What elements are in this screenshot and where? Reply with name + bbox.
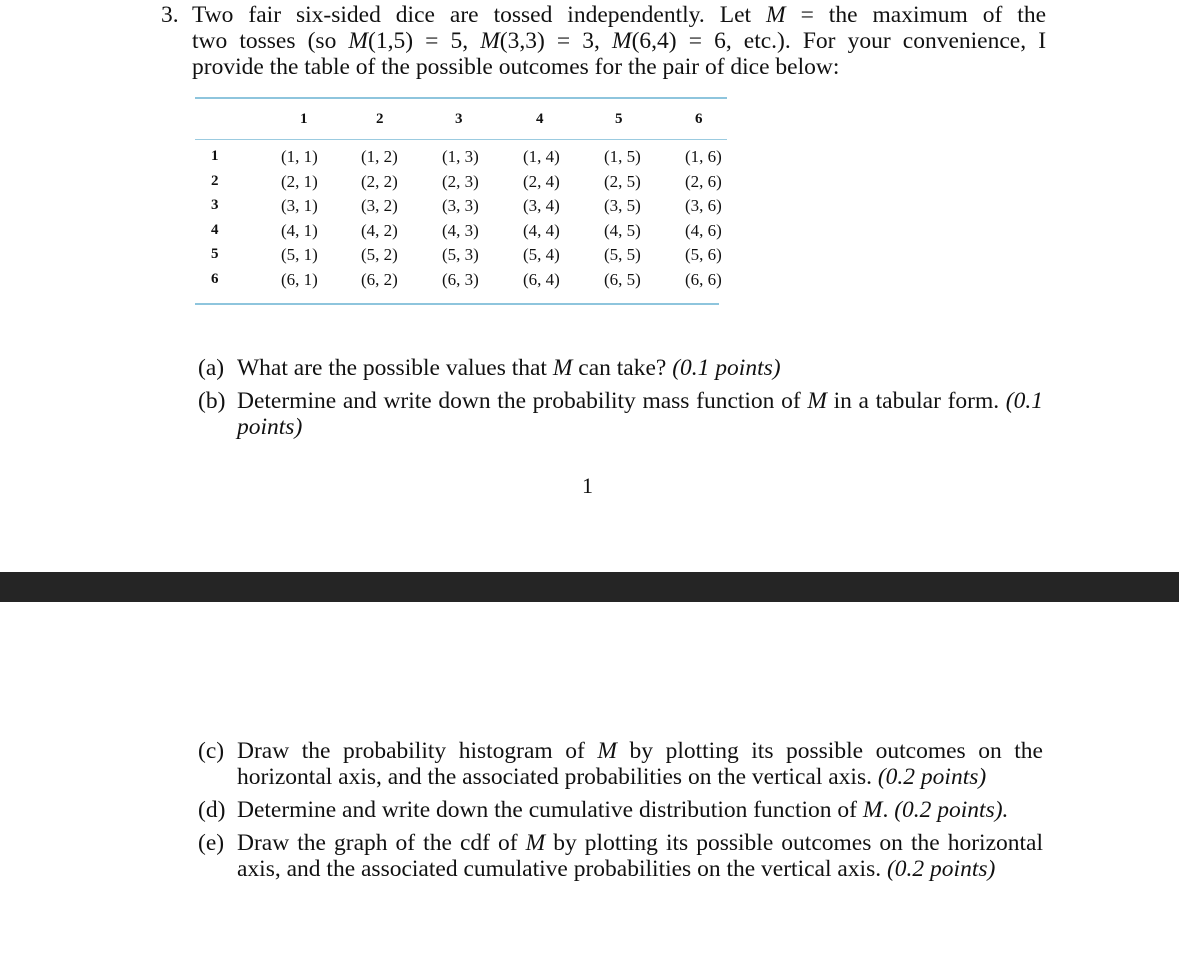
- table-cell: (6, 5): [604, 269, 641, 289]
- part-text: Determine and write down the probability mass function of M in a tabular form. (0.1 points): [237, 388, 1043, 440]
- parts-bottom: [198, 738, 1043, 889]
- table-cell: (2, 3): [442, 171, 479, 191]
- table-cell: (3, 4): [523, 196, 560, 215]
- question-text: [192, 2, 1046, 80]
- table-cell: (6, 4): [523, 269, 560, 289]
- parts-top: [198, 355, 1043, 447]
- table-cell: (4, 1): [281, 220, 318, 240]
- part-label: (b): [198, 388, 226, 414]
- row-header-3: 3: [211, 197, 219, 213]
- question-line-1: Two fair six-sided dice are tossed independently. Let M = the maximum of the: [192, 2, 1046, 28]
- row-header-6: 6: [211, 270, 219, 287]
- part-text: Determine and write down the cumulative distribution function of M. (0.2 points).: [237, 797, 1009, 823]
- table-cell: (3, 2): [361, 196, 398, 215]
- table-cell: (5, 4): [523, 245, 560, 264]
- table-top-rule: [195, 97, 727, 99]
- table-cell: (2, 4): [523, 171, 560, 191]
- points-value: (0.2 points): [877, 764, 987, 790]
- part-b: [198, 388, 1043, 440]
- table-cell: (5, 3): [442, 245, 479, 264]
- part-e: [198, 830, 1043, 882]
- column-header-4: 4: [536, 111, 544, 127]
- table-cell: (4, 5): [604, 220, 641, 240]
- question-intro: [161, 2, 1046, 80]
- question-line-2: two tosses (so M(1,5) = 5, M(3,3) = 3, M(6,4) = 6, etc.). For your convenience, I: [192, 28, 1047, 54]
- points-value: (0.1 points): [237, 388, 1043, 440]
- part-d: [198, 797, 1043, 823]
- table-cell: (2, 6): [685, 171, 722, 191]
- part-a: [198, 355, 1043, 381]
- table-cell: (5, 1): [281, 245, 318, 264]
- table-cell: (4, 4): [523, 220, 560, 240]
- table-cell: (3, 3): [442, 196, 479, 215]
- table-cell: (2, 2): [361, 171, 398, 191]
- points-value: (0.1 points): [672, 355, 781, 381]
- table-header-rule: [195, 139, 727, 140]
- page-number: 1: [582, 473, 593, 498]
- part-text: Draw the graph of the cdf of M by plotting its possible outcomes on the horizontal axis, and the associated cumulative probabilities on the vertical axis. (0.2 points): [237, 830, 1043, 882]
- table-cell: (1, 3): [442, 147, 479, 166]
- question-line-3: provide the table of the possible outcomes for the pair of dice below:: [192, 54, 840, 80]
- table-cell: (2, 5): [604, 171, 641, 191]
- part-label: (d): [198, 797, 226, 823]
- table-cell: (6, 3): [442, 269, 479, 289]
- page-separator: [0, 572, 1179, 602]
- column-header-2: 2: [376, 111, 384, 127]
- part-text: Draw the probability histogram of M by plotting its possible outcomes on the horizontal axis, and the associated probabilities on the vertical axis. (0.2 points): [237, 738, 1043, 790]
- column-header-3: 3: [455, 111, 463, 127]
- row-header-5: 5: [211, 246, 219, 262]
- table-cell: (6, 2): [361, 269, 398, 289]
- table-cell: (6, 6): [685, 269, 722, 289]
- table-cell: (2, 1): [281, 171, 318, 191]
- table-cell: (6, 1): [281, 269, 318, 289]
- part-text: What are the possible values that M can take? (0.1 points): [237, 355, 781, 381]
- column-header-5: 5: [615, 111, 623, 127]
- points-value: (0.2 points).: [894, 797, 1009, 823]
- table-cell: (1, 5): [604, 147, 641, 166]
- table-cell: (1, 1): [281, 147, 318, 166]
- table-cell: (4, 3): [442, 220, 479, 240]
- table-cell: (5, 5): [604, 245, 641, 264]
- table-cell: (5, 2): [361, 245, 398, 264]
- table-cell: (3, 1): [281, 196, 318, 215]
- part-label: (c): [198, 738, 225, 764]
- row-header-4: 4: [211, 221, 219, 238]
- table-cell: (4, 6): [685, 220, 722, 240]
- part-c: [198, 738, 1043, 790]
- question-number: 3.: [161, 2, 179, 28]
- part-label: (e): [198, 830, 225, 856]
- row-header-2: 2: [211, 172, 219, 189]
- points-value: (0.2 points): [886, 856, 996, 882]
- table-cell: (5, 6): [685, 245, 722, 264]
- table-cell: (1, 4): [523, 147, 560, 166]
- row-header-1: 1: [211, 148, 219, 164]
- part-label: (a): [198, 355, 225, 381]
- table-cell: (3, 6): [685, 196, 722, 215]
- column-header-6: 6: [695, 111, 703, 127]
- column-header-1: 1: [300, 111, 308, 127]
- table-bottom-rule: [195, 303, 719, 305]
- outcome-table: [195, 97, 727, 305]
- table-cell: (3, 5): [604, 196, 641, 215]
- table-cell: (4, 2): [361, 220, 398, 240]
- table-cell: (1, 2): [361, 147, 398, 166]
- table-cell: (1, 6): [685, 147, 722, 166]
